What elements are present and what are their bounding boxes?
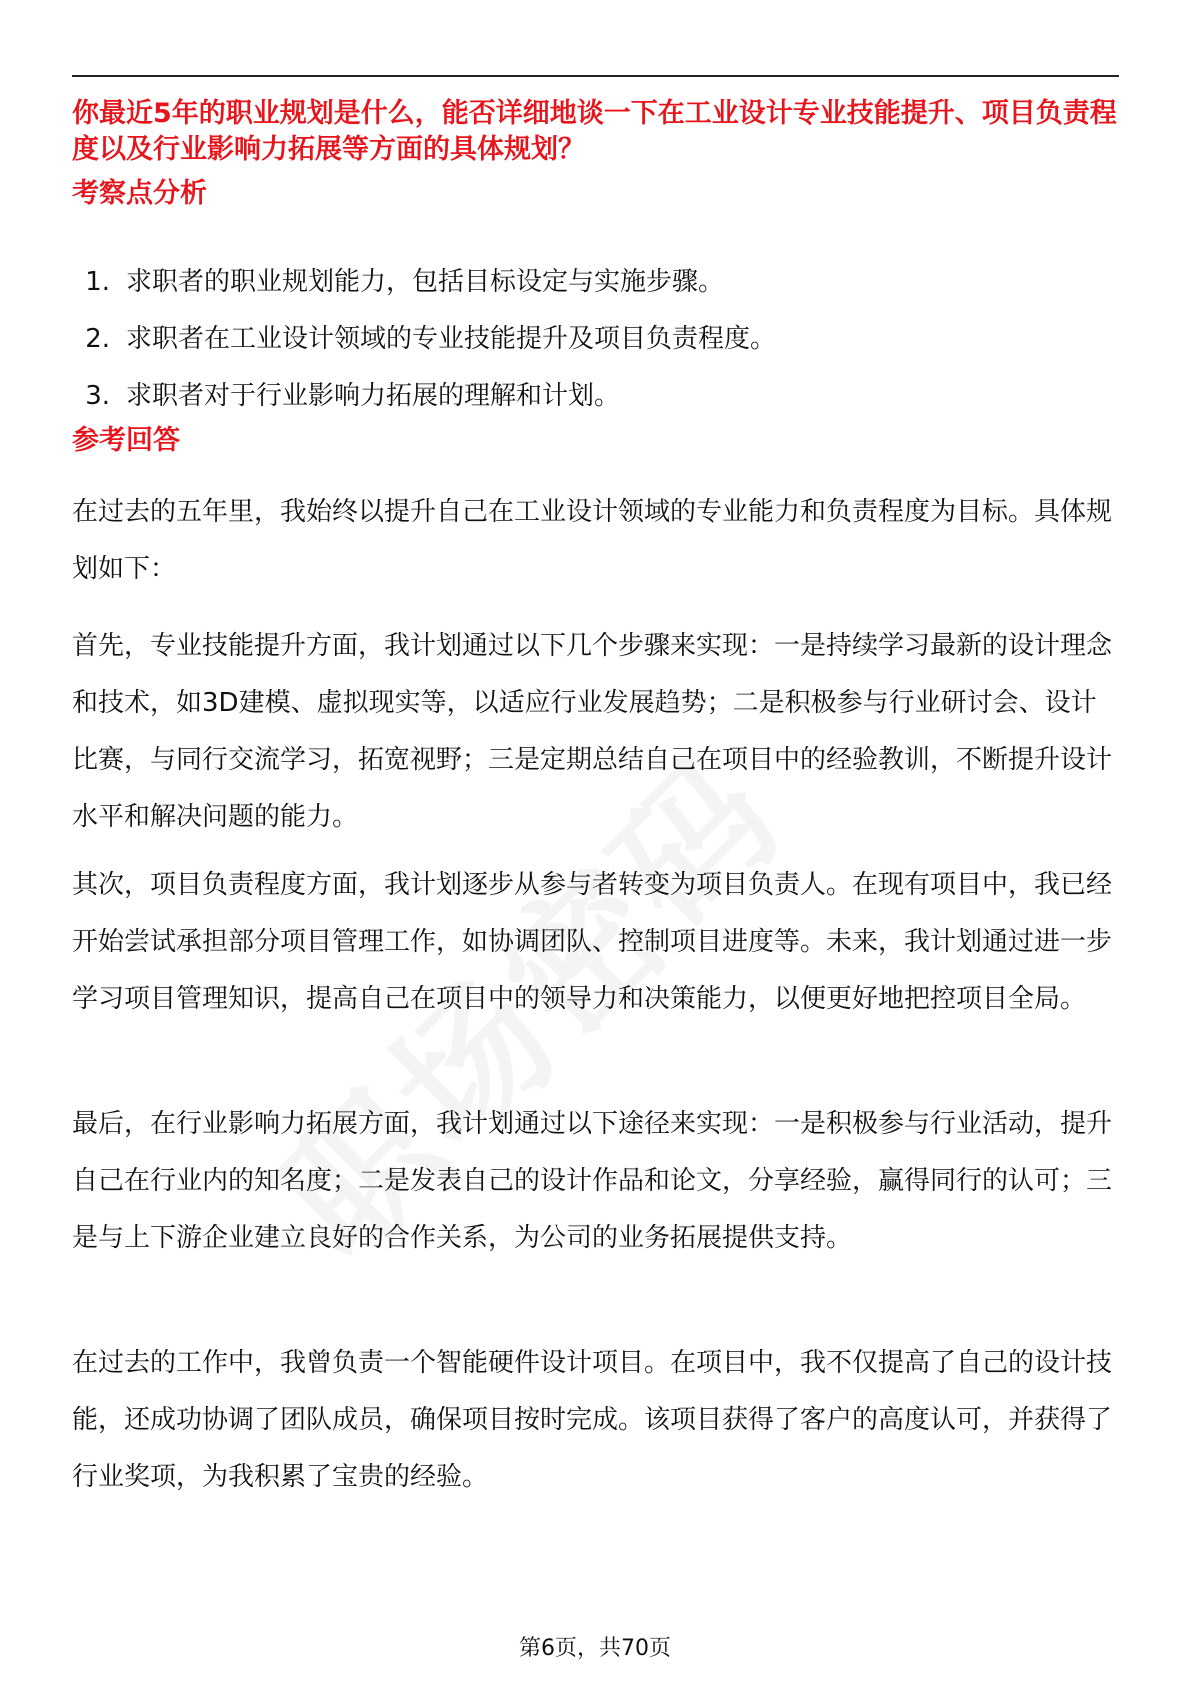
answer-paragraph: 最后，在行业影响力拓展方面，我计划通过以下途径来实现：一是积极参与行业活动，提升自己在行业内的知名度；二是发表自己的设计作品和论文，分享经验，赢得同行的认可；三是与上下游企业建立良好的合作关系，为公司的业务拓展提供支持。 — [72, 1109, 1113, 1253]
analysis-list — [72, 264, 1122, 435]
list-item-text: 求职者在工业设计领域的专业技能提升及项目负责程度。 — [126, 324, 777, 354]
list-item-text: 求职者的职业规划能力，包括目标设定与实施步骤。 — [126, 267, 725, 297]
analysis-title: 考察点分析 — [72, 178, 207, 209]
answer-paragraph: 在过去的工作中，我曾负责一个智能硬件设计项目。在项目中，我不仅提高了自己的设计技能，还成功协调了团队成员，确保项目按时完成。该项目获得了客户的高度认可，并获得了行业奖项，为我积累了宝贵的经验。 — [72, 1348, 1113, 1492]
answer-paragraph: 在过去的五年里，我始终以提升自己在工业设计领域的专业能力和负责程度为目标。具体规划如下： — [72, 497, 1113, 584]
answer-paragraph: 其次，项目负责程度方面，我计划逐步从参与者转变为项目负责人。在现有项目中，我已经开始尝试承担部分项目管理工作，如协调团队、控制项目进度等。未来，我计划通过进一步学习项目管理知识，提高自己在项目中的领导力和决策能力，以便更好地把控项目全局。 — [72, 870, 1113, 1014]
list-item-number: 2. — [85, 324, 110, 354]
list-item-text: 求职者对于行业影响力拓展的理解和计划。 — [126, 381, 621, 411]
list-item-number: 3. — [85, 381, 110, 411]
page-number: 第6页，共70页 — [519, 1636, 671, 1661]
answer-title: 参考回答 — [72, 425, 180, 456]
answer-paragraph: 首先，专业技能提升方面，我计划通过以下几个步骤来实现：一是持续学习最新的设计理念和技术，如3D建模、虚拟现实等，以适应行业发展趋势；二是积极参与行业研讨会、设计比赛，与同行交流学习，拓宽视野；三是定期总结自己在项目中的经验教训，不断提升设计水平和解决问题的能力。 — [72, 631, 1113, 832]
list-item-number: 1. — [85, 267, 110, 297]
list-item — [72, 264, 1122, 321]
top-divider — [72, 75, 1119, 77]
question-heading: 你最近5年的职业规划是什么，能否详细地谈一下在工业设计专业技能提升、项目负责程度以及行业影响力拓展等方面的具体规划？ — [72, 98, 1117, 165]
list-item — [72, 321, 1122, 378]
